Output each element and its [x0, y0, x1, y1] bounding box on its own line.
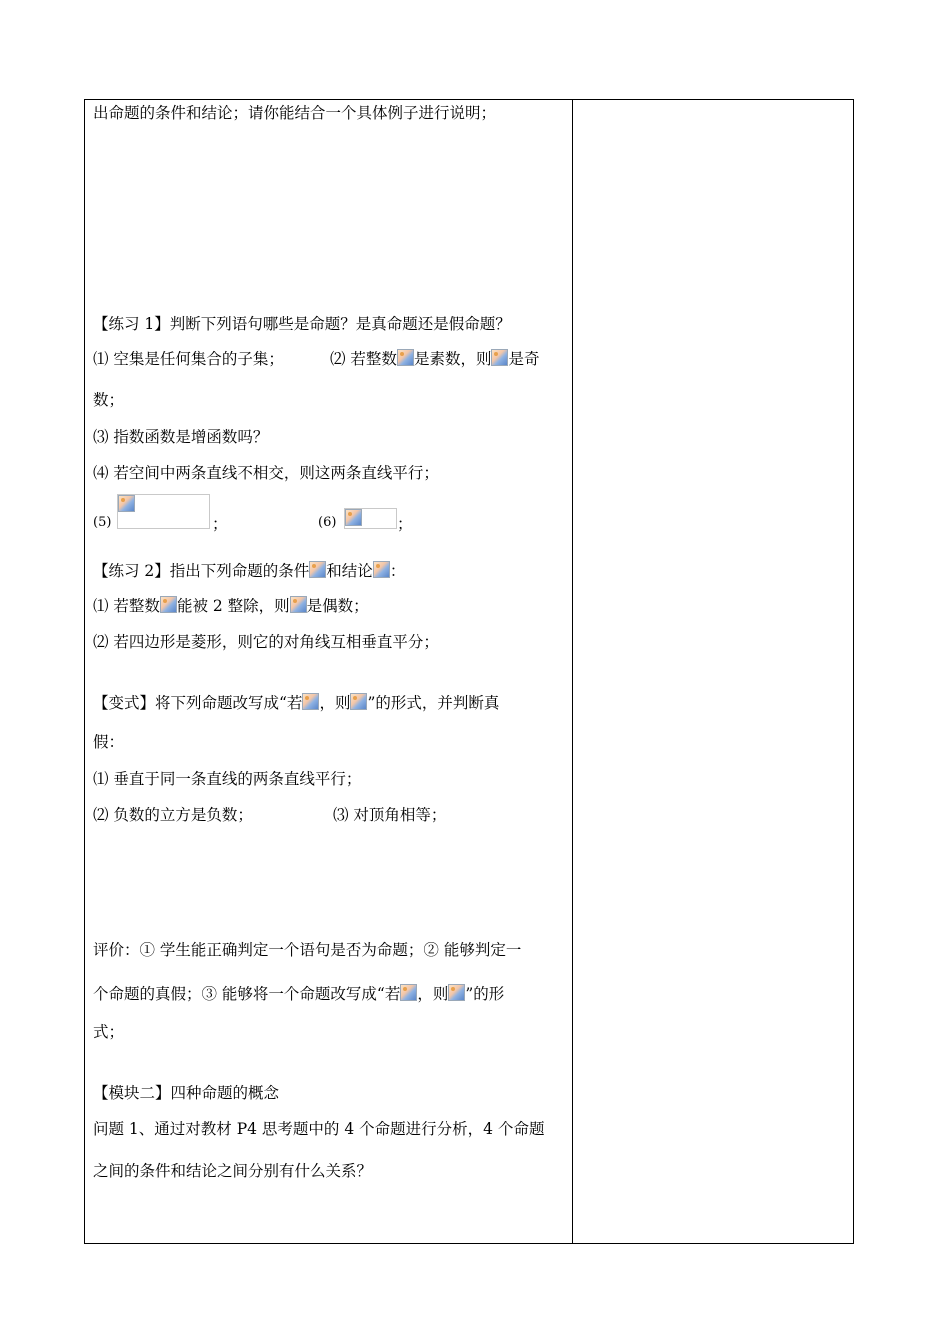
variant-item2: ⑵ 负数的立方是负数； [93, 806, 253, 824]
exercise1-item5-label: (5) [93, 515, 112, 530]
evaluation-line2: 个命题的真假；③ 能够将一个命题改写成“若 ，则 ”的形 [93, 985, 505, 1003]
formula-image-box [344, 508, 397, 529]
intro-line: 出命题的条件和结论；请你能结合一个具体例子进行说明； [93, 104, 497, 122]
column-divider [572, 99, 573, 1244]
evaluation-line3: 式； [93, 1023, 125, 1041]
exercise1-item2-cont: 数； [93, 391, 125, 409]
module2-question1: 问题 1、通过对教材 P4 思考题中的 4 个命题进行分析，4 个命题 [93, 1120, 545, 1138]
exercise1-item5-end: ； [212, 515, 228, 533]
formula-image-icon [309, 561, 326, 578]
variant-item1: ⑴ 垂直于同一条直线的两条直线平行； [93, 770, 362, 788]
module2-heading: 【模块二】四种命题的概念 [93, 1084, 280, 1102]
variant-heading-cont: 假： [93, 733, 125, 751]
exercise2-heading: 【练习 2】指出下列命题的条件 和结论 ： [93, 562, 406, 580]
formula-image-icon [290, 596, 307, 613]
evaluation-line1: 评价：① 学生能正确判定一个语句是否为命题；② 能够判定一 [93, 941, 522, 959]
formula-image-icon [491, 349, 508, 366]
exercise2-item1: ⑴ 若整数 能被 2 整除，则 是偶数； [93, 597, 369, 615]
formula-image-icon [160, 596, 177, 613]
formula-image-icon [400, 984, 417, 1001]
variant-item3: ⑶ 对顶角相等； [333, 806, 447, 824]
exercise1-item4: ⑷ 若空间中两条直线不相交，则这两条直线平行； [93, 464, 439, 482]
formula-image-icon [302, 693, 319, 710]
exercise1-item1: ⑴ 空集是任何集合的子集； [93, 350, 284, 368]
variant-heading: 【变式】将下列命题改写成“若 ，则 ”的形式，并判断真 [93, 694, 500, 712]
table-frame [84, 99, 854, 1244]
formula-image-box [117, 494, 210, 529]
formula-image-icon [118, 495, 135, 512]
formula-image-icon [373, 561, 390, 578]
formula-image-icon [345, 509, 362, 526]
exercise1-item3: ⑶ 指数函数是增函数吗？ [93, 428, 269, 446]
exercise1-item6-end: ； [397, 515, 413, 533]
exercise1-heading: 【练习 1】判断下列语句哪些是命题？是真命题还是假命题？ [93, 315, 511, 333]
exercise1-item2: ⑵ 若整数 是素数，则 是奇 [330, 350, 540, 368]
formula-image-icon [350, 693, 367, 710]
formula-image-icon [448, 984, 465, 1001]
exercise2-item2: ⑵ 若四边形是菱形，则它的对角线互相垂直平分； [93, 633, 439, 651]
formula-image-icon [397, 349, 414, 366]
exercise1-item6-label: (6) [318, 515, 337, 530]
module2-question1-cont: 之间的条件和结论之间分别有什么关系？ [93, 1162, 373, 1180]
